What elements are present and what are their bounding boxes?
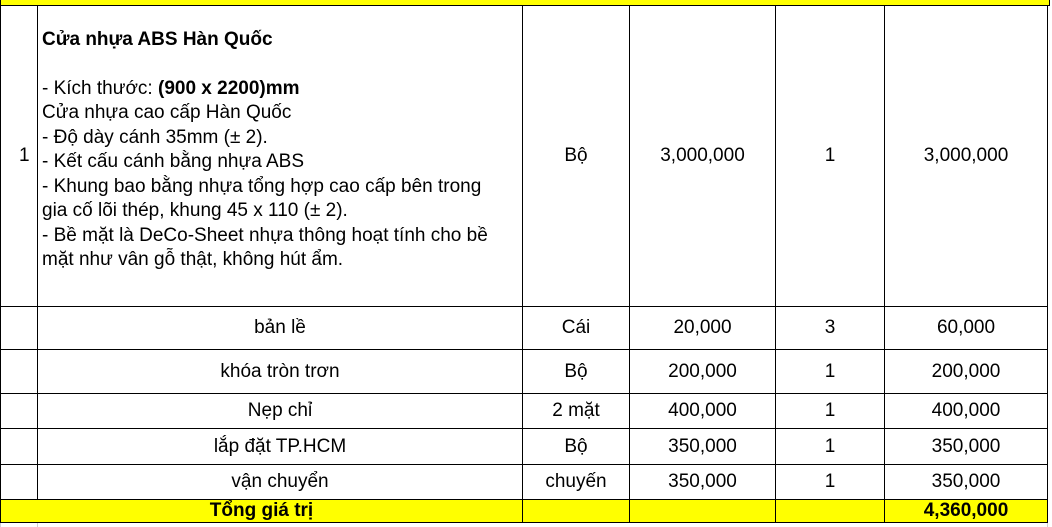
row-total: 350,000 [884, 464, 1048, 500]
row-name: lắp đặt TP.HCM [37, 428, 523, 465]
row-qty: 1 [775, 393, 885, 429]
row-price: 20,000 [629, 306, 776, 350]
product-total: 3,000,000 [884, 5, 1048, 307]
product-line: gia cố lõi thép, khung 45 x 110 (± 2). [42, 200, 348, 221]
row-price: 350,000 [629, 428, 776, 465]
row-unit: Cái [522, 306, 630, 350]
summary-blank [629, 499, 776, 523]
product-line: Cửa nhựa cao cấp Hàn Quốc [42, 102, 292, 123]
table-row-blank [0, 428, 38, 465]
table-row-blank [0, 306, 38, 350]
row-name: vận chuyển [37, 464, 523, 500]
row-name: bản lề [37, 306, 523, 350]
row-unit: chuyến [522, 464, 630, 500]
summary-blank [775, 499, 885, 523]
row-qty: 1 [775, 464, 885, 500]
product-line: mặt như vân gỗ thật, không hút ẩm. [42, 249, 344, 270]
row-total: 60,000 [884, 306, 1048, 350]
table-row-blank [0, 464, 38, 500]
product-line: - Kết cấu cánh bằng nhựa ABS [42, 151, 305, 172]
item-number: 1 [19, 145, 30, 166]
summary-blank [522, 499, 630, 523]
table-row-blank [0, 393, 38, 429]
row-name: khóa tròn trơn [37, 349, 523, 394]
row-qty: 3 [775, 306, 885, 350]
row-price: 200,000 [629, 349, 776, 394]
row-total: 400,000 [884, 393, 1048, 429]
summary-total: 4,360,000 [884, 499, 1048, 523]
row-total: 200,000 [884, 349, 1048, 394]
row-unit: Bộ [522, 349, 630, 394]
product-line: - Khung bao bằng nhựa tổng hợp cao cấp bên trong [42, 175, 482, 197]
product-size-line: - Kích thước: (900 x 2200)mm [42, 77, 300, 99]
product-line: - Bề mặt là DeCo-Sheet nhựa thông hoạt tính cho bề [42, 224, 488, 246]
row-unit: 2 mặt [522, 393, 630, 429]
product-title: Cửa nhựa ABS Hàn Quốc [42, 29, 273, 50]
row-name: Nẹp chỉ [37, 393, 523, 429]
item-number-cell [0, 5, 38, 307]
product-description [42, 28, 522, 273]
product-price: 3,000,000 [629, 5, 776, 307]
row-qty: 1 [775, 349, 885, 394]
table-row-blank [0, 349, 38, 394]
row-total: 350,000 [884, 428, 1048, 465]
product-unit: Bộ [522, 5, 630, 307]
row-price: 350,000 [629, 464, 776, 500]
row-unit: Bộ [522, 428, 630, 465]
product-size-value: (900 x 2200)mm [158, 77, 300, 99]
row-qty: 1 [775, 428, 885, 465]
product-line: - Độ dày cánh 35mm (± 2). [42, 126, 268, 148]
summary-label: Tổng giá trị [0, 499, 523, 523]
product-qty: 1 [775, 5, 885, 307]
row-price: 400,000 [629, 393, 776, 429]
